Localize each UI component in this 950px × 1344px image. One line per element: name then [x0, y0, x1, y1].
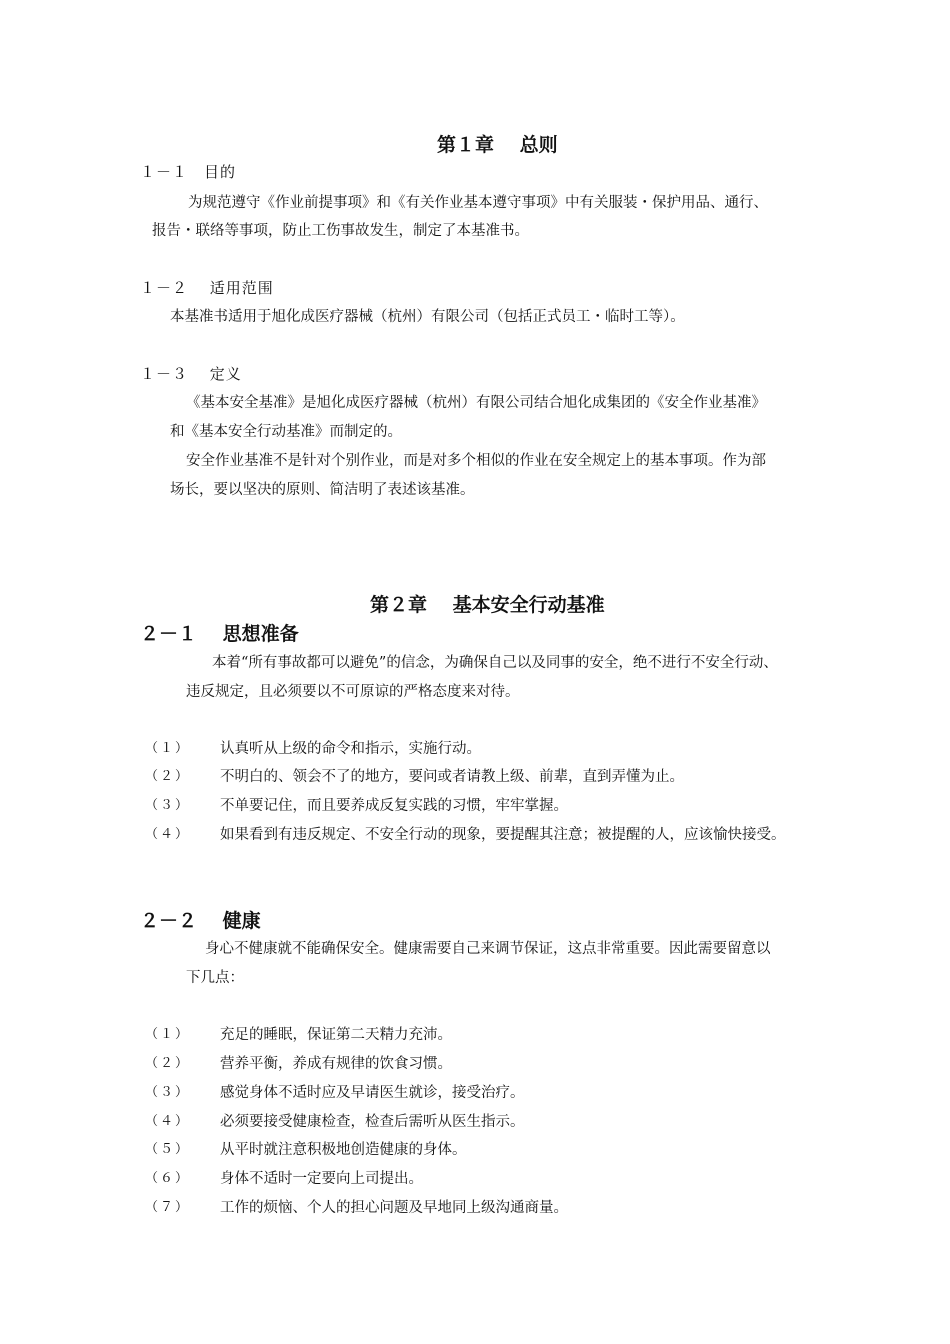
- chapter-2-title: 第２章 基本安全行动基准: [370, 594, 605, 616]
- list-item-text: 从平时就注意积极地创造健康的身体。: [220, 1142, 467, 1158]
- section-2-1-line-1: 本着“所有事故都可以避免”的信念，为确保自己以及同事的安全，绝不进行不安全行动、: [212, 655, 778, 671]
- section-1-2-heading: １－２ 适用范围: [140, 279, 274, 297]
- list-item-text: 不明白的、领会不了的地方，要问或者请教上级、前辈，直到弄懂为止。: [220, 769, 684, 785]
- list-item-text: 营养平衡，养成有规律的饮食习惯。: [220, 1056, 452, 1072]
- section-2-2-heading: ２－２ 健康: [140, 910, 261, 932]
- list-item-number: （７）: [145, 1200, 191, 1215]
- list-item-number: （４）: [145, 1114, 191, 1129]
- list-item-text: 感觉身体不适时应及早请医生就诊，接受治疗。: [220, 1085, 525, 1101]
- list-item-number: （２）: [145, 769, 191, 784]
- list-item-text: 如果看到有违反规定、不安全行动的现象，要提醒其注意；被提醒的人，应该愉快接受。: [220, 827, 786, 843]
- section-1-3-line-3: 安全作业基准不是针对个别作业，而是对多个相似的作业在安全规定上的基本事项。作为部: [186, 453, 766, 469]
- section-1-3-line-2: 和《基本安全行动基准》而制定的。: [170, 424, 402, 440]
- section-1-1-line-2: 报告・联络等事项，防止工伤事故发生，制定了本基准书。: [152, 223, 529, 239]
- list-item-number: （１）: [145, 1027, 191, 1042]
- section-2-1-heading: ２－１ 思想准备: [140, 623, 299, 645]
- section-2-1-line-2: 违反规定，且必须要以不可原谅的严格态度来对待。: [186, 684, 520, 700]
- section-2-2-line-1: 身心不健康就不能确保安全。健康需要自己来调节保证，这点非常重要。因此需要留意以: [205, 941, 771, 957]
- list-item-number: （３）: [145, 1085, 191, 1100]
- section-1-3-line-4: 场长，要以坚决的原则、简洁明了表述该基准。: [170, 482, 475, 498]
- section-2-2-line-2: 下几点：: [186, 970, 244, 986]
- section-1-1-heading: １－１ 目的: [140, 163, 237, 181]
- list-item-number: （３）: [145, 798, 191, 813]
- list-item-number: （６）: [145, 1171, 191, 1186]
- list-item-text: 认真听从上级的命令和指示，实施行动。: [220, 741, 481, 757]
- list-item-number: （５）: [145, 1142, 191, 1157]
- chapter-1-title: 第１章 总则: [437, 134, 558, 156]
- list-item-number: （４）: [145, 827, 191, 842]
- section-1-3-heading: １－３ 定义: [140, 365, 242, 383]
- list-item-text: 工作的烦恼、个人的担心问题及早地同上级沟通商量。: [220, 1200, 568, 1216]
- list-item-text: 充足的睡眠，保证第二天精力充沛。: [220, 1027, 452, 1043]
- section-1-2-line-1: 本基准书适用于旭化成医疗器械（杭州）有限公司（包括正式员工・临时工等）。: [170, 309, 685, 325]
- list-item-text: 必须要接受健康检查，检查后需听从医生指示。: [220, 1114, 525, 1130]
- list-item-text: 不单要记住，而且要养成反复实践的习惯，牢牢掌握。: [220, 798, 568, 814]
- list-item-number: （１）: [145, 741, 191, 756]
- section-1-3-line-1: 《基本安全基准》是旭化成医疗器械（杭州）有限公司结合旭化成集团的《安全作业基准》: [186, 395, 766, 411]
- list-item-text: 身体不适时一定要向上司提出。: [220, 1171, 423, 1187]
- section-1-1-line-1: 为规范遵守《作业前提事项》和《有关作业基本遵守事项》中有关服装・保护用品、通行、: [188, 195, 768, 211]
- list-item-number: （２）: [145, 1056, 191, 1071]
